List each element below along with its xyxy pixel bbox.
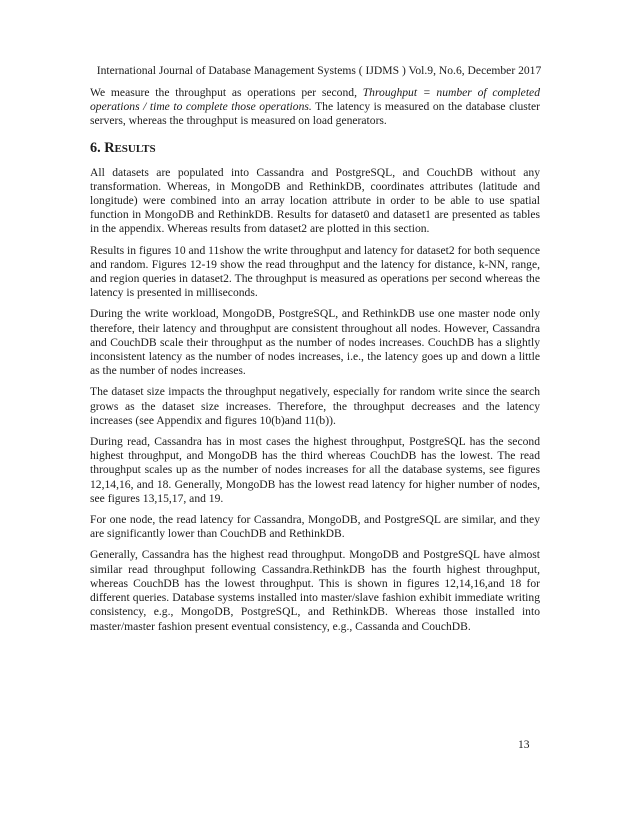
intro-text-end: The latency is measured on the database cluster servers, whereas the throughput is measured on load generators. (90, 100, 541, 128)
results-paragraph-1: All datasets are populated into Cassandra and PostgreSQL, and CouchDB without any transformation. Whereas, in MongoDB and RethinkDB, coordinates attributes (latitude and longitude) were combined into an array location attribute in order to be able to use spatial function in MongoDB and RethinkDB. Results for dataset0 and dataset1 are presented as tables in the appendix. Whereas results from dataset2 are plotted in this section. (90, 165, 540, 236)
section-number: 6. (90, 139, 101, 156)
results-paragraph-3: During the write workload, MongoDB, PostgreSQL, and RethinkDB use one master node only therefore, their latency and throughput are consistent throughout all nodes. However, Cassandra and CouchDB scale their throughput as the number of nodes increases. CouchDB has a slightly inconsistent latency as the number of nodes increases, i.e., the latency goes up and down a little as the number of nodes increases. (90, 307, 540, 378)
intro-paragraph (90, 86, 540, 129)
results-paragraph-5: During read, Cassandra has in most cases the highest throughput, PostgreSQL has the second highest throughput, and MongoDB has the third whereas CouchDB has the lowest. The read throughput scales up as the number of nodes increases for all the database systems, see figures 12,14,16, and 18. Generally, MongoDB has the lowest read latency for higher number of nodes, see figures 13,15,17, and 19. (90, 435, 540, 505)
page-body (90, 86, 540, 641)
section-title-rest: ESULTS (114, 142, 156, 155)
page-number: 13 (518, 738, 530, 751)
results-paragraph-4: The dataset size impacts the throughput negatively, especially for random write since the search grows as the dataset size increases. Therefore, the throughput decreases and the latency increases (see Appendix and figures 10(b)and 11(b)). (90, 385, 540, 427)
results-paragraph-6: For one node, the read latency for Cassandra, MongoDB, and PostgreSQL are similar, and they are significantly lower than CouchDB and RethinkDB. (90, 513, 540, 541)
throughput-definition: Throughput = number of completed operations / time to complete those operations. (90, 86, 540, 114)
section-heading (90, 139, 540, 158)
intro-text-start: We measure the throughput as operations per second, (90, 86, 363, 99)
journal-header: International Journal of Database Management Systems ( IJDMS ) Vol.9, No.6, December 2017 (96, 64, 542, 77)
results-paragraph-2: Results in figures 10 and 11show the write throughput and latency for dataset2 for both sequence and random. Figures 12-19 show the read throughput and the latency for distance, k-NN, range, and region queries in dataset2. The throughput is measured as operations per second whereas the latency is presented in milliseconds. (90, 243, 541, 300)
section-title-initial: R (104, 139, 115, 156)
results-paragraph-7: Generally, Cassandra has the highest read throughput. MongoDB and PostgreSQL have almost similar read throughput following Cassandra.RethinkDB has the fourth highest throughput, whereas CouchDB has the lowest throughput. This is shown in figures 12,14,16,and 18 for different queries. Database systems installed into master/slave fashion exhibit immediate writing consistency, e.g., MongoDB, PostgreSQL, and RethinkDB. Whereas those installed into master/master fashion present eventual consistency, e.g., Cassanda and CouchDB. (90, 548, 540, 633)
